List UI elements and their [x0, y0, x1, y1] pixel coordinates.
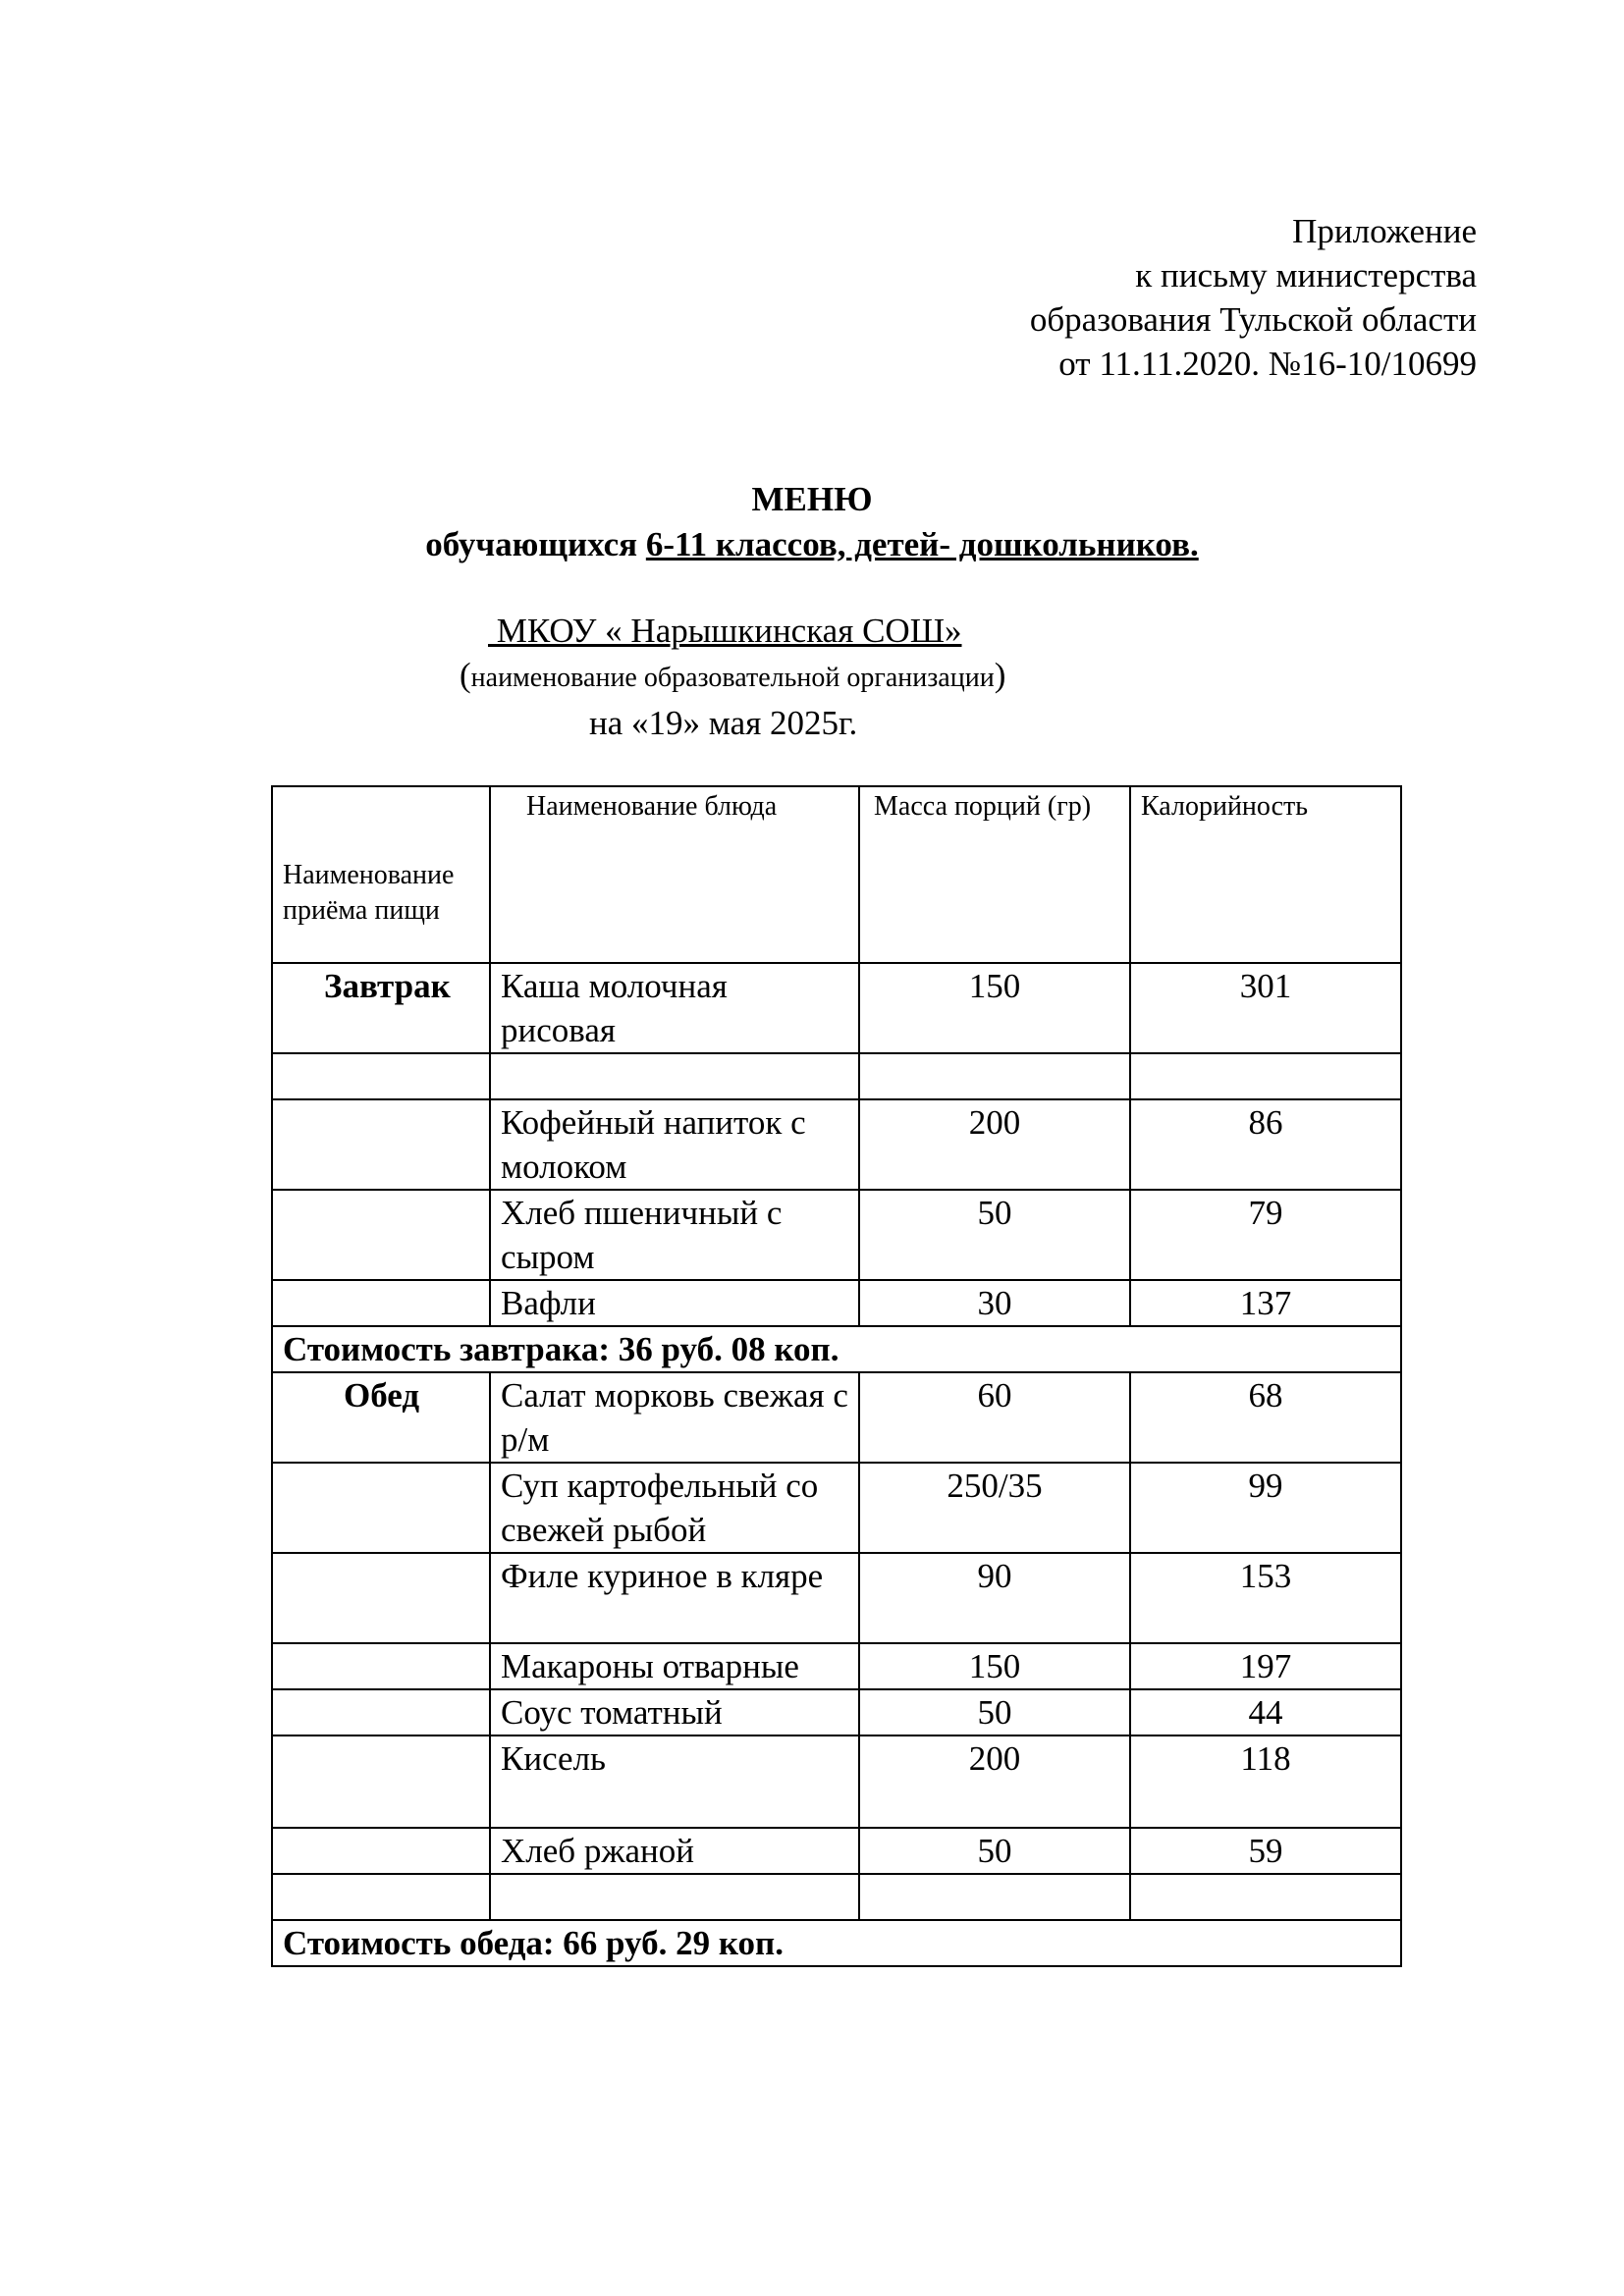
calories-cell: 197	[1130, 1643, 1401, 1689]
meal-cell	[272, 1553, 490, 1643]
meal-cell	[272, 1735, 490, 1828]
table-row	[272, 1372, 1401, 1463]
calories-cell: 86	[1130, 1099, 1401, 1190]
dish-cell: Суп картофельный со свежей рыбой	[490, 1463, 859, 1553]
dish-cell: Хлеб ржаной	[490, 1828, 859, 1874]
breakfast-cost-row	[272, 1326, 1401, 1372]
table-row	[272, 1280, 1401, 1326]
dish-cell: Вафли	[490, 1280, 859, 1326]
calories-cell: 44	[1130, 1689, 1401, 1735]
table-row	[272, 1099, 1401, 1190]
subtitle-prefix: обучающихся	[425, 525, 646, 563]
mass-cell	[859, 1053, 1130, 1099]
organization-name: МКОУ « Нарышкинская СОШ»	[488, 612, 962, 650]
table-row	[272, 1553, 1401, 1643]
page-subtitle	[0, 522, 1624, 567]
table-row	[272, 963, 1401, 1053]
table-row	[272, 1689, 1401, 1735]
appendix-line: от 11.11.2020. №16-10/10699	[1058, 345, 1477, 383]
table-row	[272, 1643, 1401, 1689]
organization-caption	[460, 658, 1005, 696]
dish-cell	[490, 1874, 859, 1920]
meal-breakfast-label: Завтрак	[272, 963, 490, 1053]
table-row	[272, 1463, 1401, 1553]
meal-cell	[272, 1099, 490, 1190]
meal-lunch-label: Обед	[272, 1372, 490, 1463]
dish-cell: Соус томатный	[490, 1689, 859, 1735]
dish-cell: Кофейный напиток с молоком	[490, 1099, 859, 1190]
appendix-line: образования Тульской области	[1029, 300, 1477, 339]
mass-cell: 50	[859, 1828, 1130, 1874]
mass-cell: 150	[859, 1643, 1130, 1689]
calories-cell: 59	[1130, 1828, 1401, 1874]
meal-cell	[272, 1828, 490, 1874]
mass-cell: 200	[859, 1099, 1130, 1190]
table-row	[272, 1828, 1401, 1874]
dish-cell: Хлеб пшеничный с сыром	[490, 1190, 859, 1280]
dish-cell	[490, 1053, 859, 1099]
calories-cell: 79	[1130, 1190, 1401, 1280]
calories-cell	[1130, 1874, 1401, 1920]
meal-cell	[272, 1053, 490, 1099]
mass-cell: 200	[859, 1735, 1130, 1828]
dish-cell: Кисель	[490, 1735, 859, 1828]
calories-cell: 118	[1130, 1735, 1401, 1828]
meal-cell	[272, 1874, 490, 1920]
mass-cell: 250/35	[859, 1463, 1130, 1553]
mass-cell: 30	[859, 1280, 1130, 1326]
calories-cell: 137	[1130, 1280, 1401, 1326]
mass-cell: 50	[859, 1190, 1130, 1280]
page-title: МЕНЮ	[751, 480, 873, 518]
appendix-line: к письму министерства	[1135, 256, 1477, 294]
lunch-cost-row	[272, 1920, 1401, 1966]
meal-cell	[272, 1280, 490, 1326]
calories-cell: 99	[1130, 1463, 1401, 1553]
mass-cell: 150	[859, 963, 1130, 1053]
meal-cell	[272, 1463, 490, 1553]
table-row	[272, 1053, 1401, 1099]
calories-cell: 153	[1130, 1553, 1401, 1643]
caption-open-paren: (	[460, 656, 471, 694]
header-dish: Наименование блюда	[490, 786, 859, 963]
meal-cell	[272, 1689, 490, 1735]
table-row	[272, 1735, 1401, 1828]
dish-cell: Салат морковь свежая с р/м	[490, 1372, 859, 1463]
subtitle-underlined: 6-11 классов, детей- дошкольников.	[645, 525, 1199, 563]
dish-cell: Макароны отварные	[490, 1643, 859, 1689]
calories-cell	[1130, 1053, 1401, 1099]
caption-close-paren: )	[994, 656, 1006, 694]
table-row	[272, 1190, 1401, 1280]
table-header-row	[272, 786, 1401, 963]
appendix-line: Приложение	[1292, 212, 1477, 250]
header-mass: Масса порций (гр)	[859, 786, 1130, 963]
meal-cell	[272, 1643, 490, 1689]
meal-cell	[272, 1190, 490, 1280]
mass-cell: 90	[859, 1553, 1130, 1643]
breakfast-cost: Стоимость завтрака: 36 руб. 08 коп.	[272, 1326, 1401, 1372]
table-row	[272, 1874, 1401, 1920]
caption-text: наименование образовательной организации	[470, 663, 995, 693]
appendix-header	[1030, 209, 1477, 386]
menu-date: на «19» мая 2025г.	[589, 704, 858, 742]
menu-table	[271, 785, 1402, 1967]
mass-cell	[859, 1874, 1130, 1920]
mass-cell: 50	[859, 1689, 1130, 1735]
dish-cell: Филе куриное в кляре	[490, 1553, 859, 1643]
calories-cell: 301	[1130, 963, 1401, 1053]
lunch-cost: Стоимость обеда: 66 руб. 29 коп.	[272, 1920, 1401, 1966]
calories-cell: 68	[1130, 1372, 1401, 1463]
dish-cell: Каша молочная рисовая	[490, 963, 859, 1053]
header-calories: Калорийность	[1130, 786, 1401, 963]
title-block	[0, 477, 1624, 567]
header-meal: Наименование приёма пищи	[272, 786, 490, 963]
mass-cell: 60	[859, 1372, 1130, 1463]
